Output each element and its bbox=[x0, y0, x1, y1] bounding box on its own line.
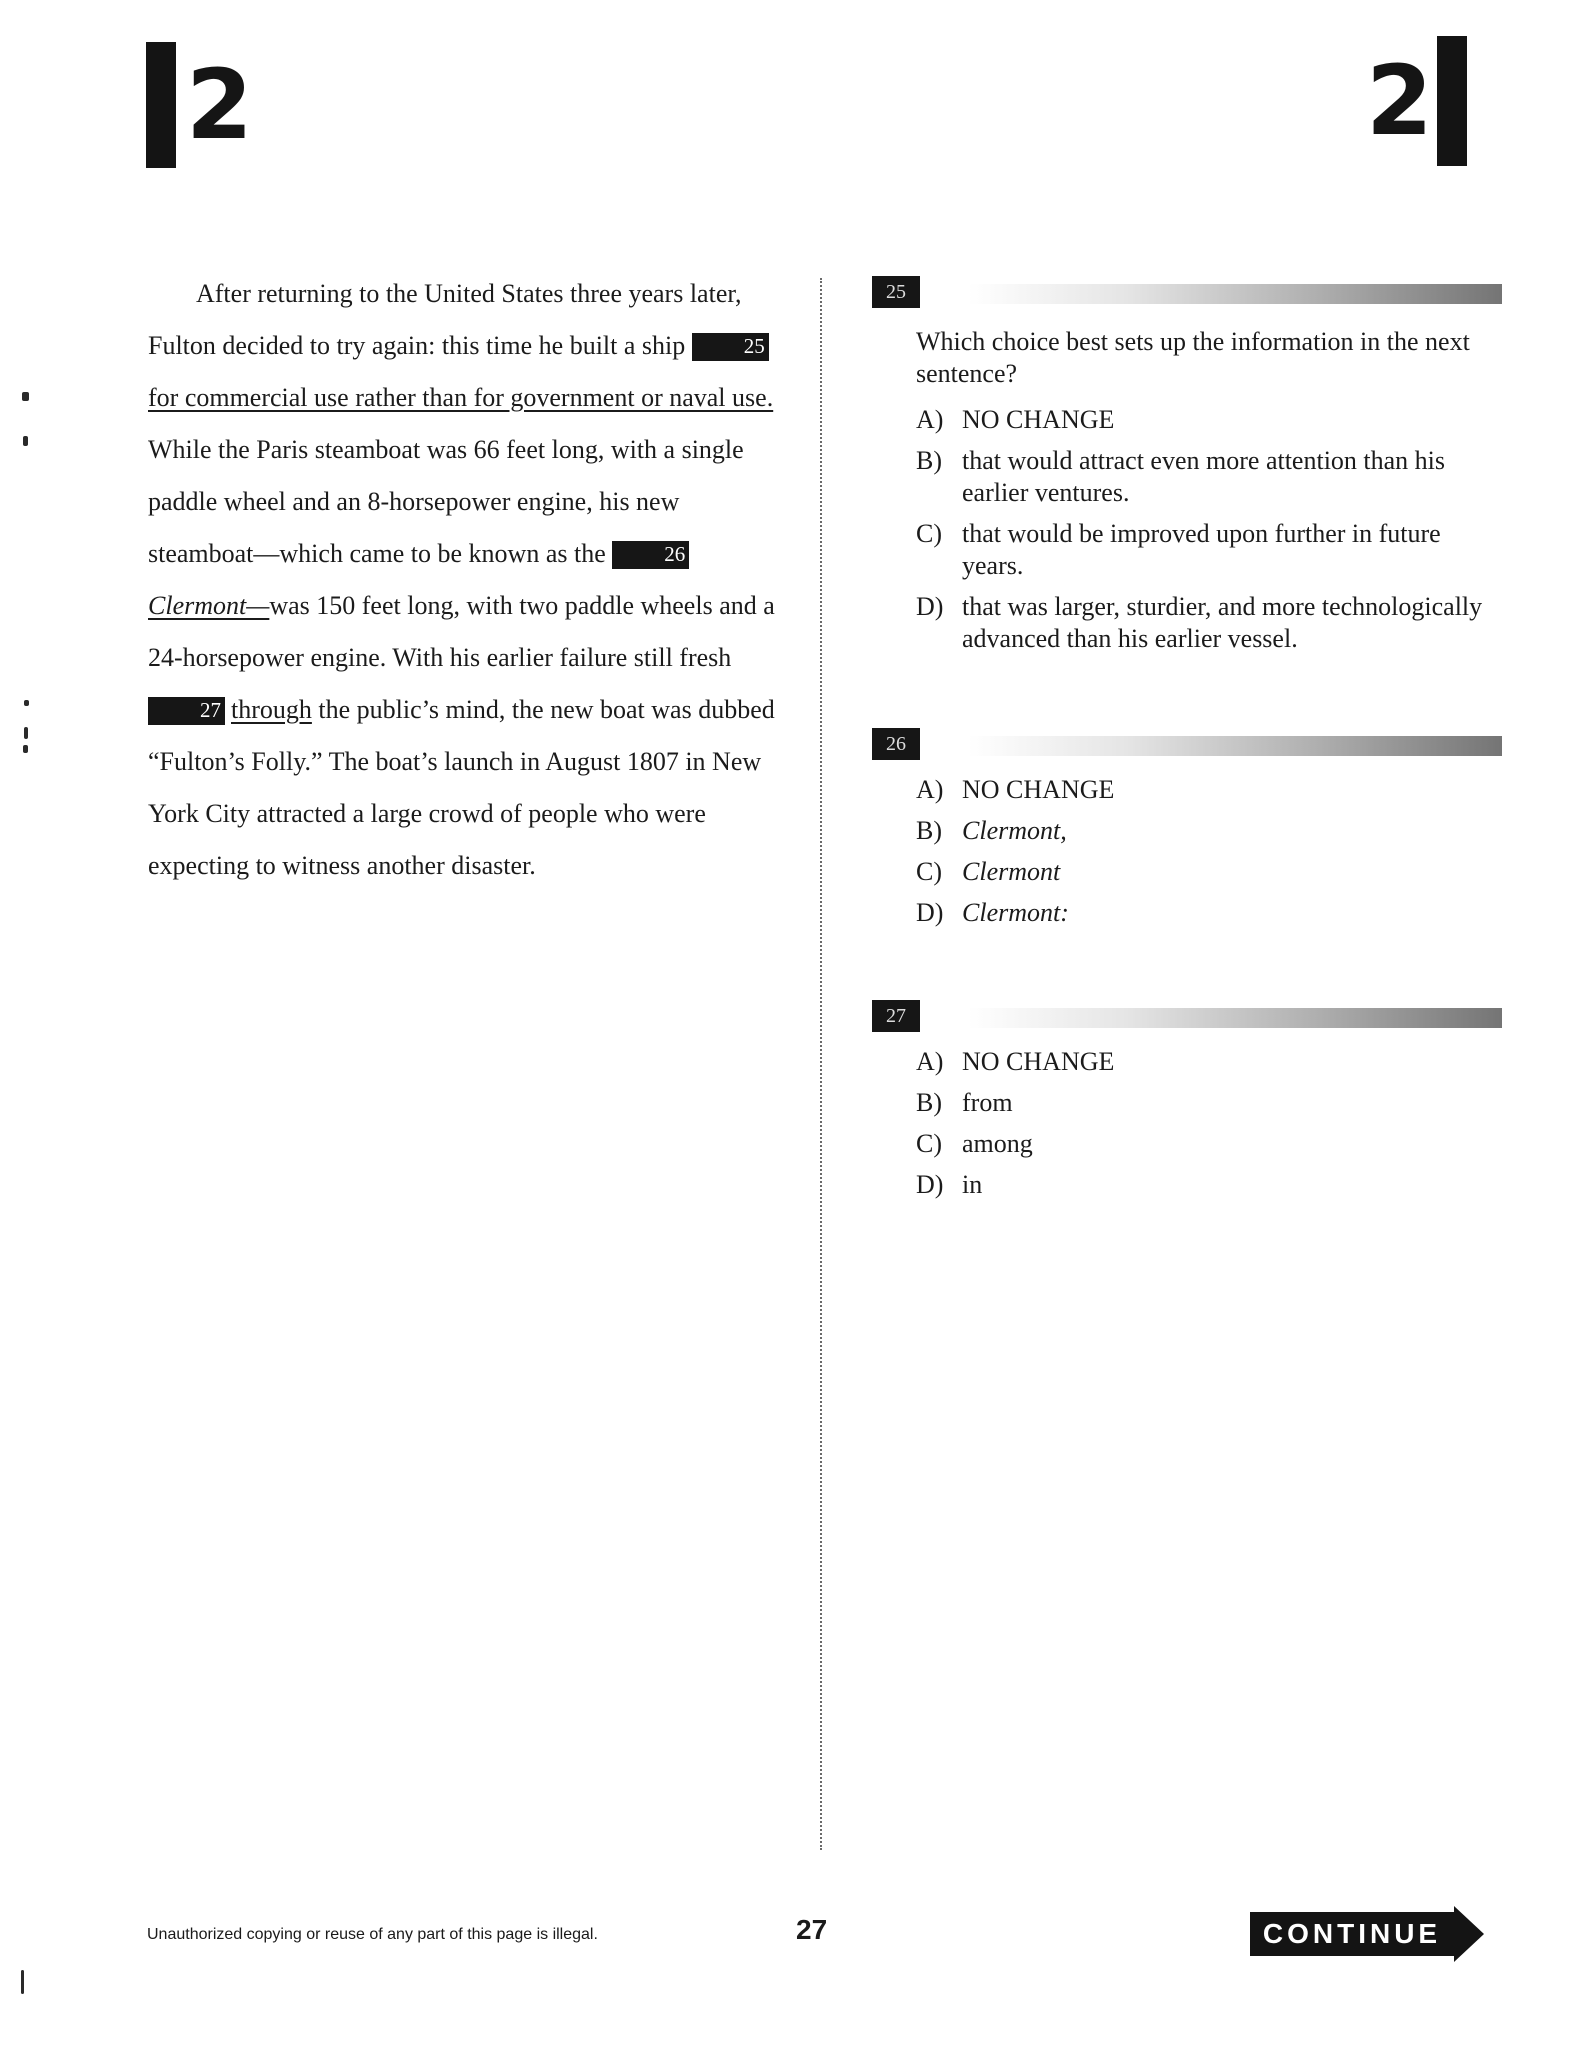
continue-label: CONTINUE bbox=[1250, 1912, 1454, 1956]
answer-option-c[interactable] bbox=[916, 1128, 1502, 1160]
answer-option-d[interactable] bbox=[916, 591, 1502, 655]
margin-mark bbox=[24, 700, 29, 706]
answer-option-c[interactable] bbox=[916, 518, 1502, 582]
option-letter: B) bbox=[916, 1088, 942, 1117]
section-bar-right bbox=[1437, 36, 1467, 166]
continue-button[interactable] bbox=[1250, 1906, 1486, 1962]
question-marker-26[interactable]: 26 bbox=[612, 541, 689, 569]
section-marker-right bbox=[1366, 36, 1467, 166]
option-text: that would attract even more attention than his earlier ventures. bbox=[962, 446, 1446, 507]
underlined-portion-26[interactable]: Clermont— bbox=[148, 591, 270, 620]
option-letter: C) bbox=[916, 519, 942, 548]
copyright-notice: Unauthorized copying or reuse of any part of this page is illegal. bbox=[147, 1926, 598, 1943]
answer-option-a[interactable] bbox=[916, 774, 1502, 806]
option-text: NO CHANGE bbox=[962, 1047, 1115, 1076]
answer-option-b[interactable] bbox=[916, 815, 1502, 847]
answer-options bbox=[916, 1046, 1502, 1201]
option-text: that was larger, sturdier, and more technologically advanced than his earlier vessel. bbox=[962, 592, 1483, 653]
question-number: 25 bbox=[872, 276, 920, 308]
option-letter: A) bbox=[916, 405, 944, 434]
passage-paragraph bbox=[148, 268, 782, 892]
section-number-right: 2 bbox=[1366, 45, 1429, 157]
margin-mark bbox=[22, 392, 29, 401]
option-text: Clermont: bbox=[962, 898, 1069, 927]
option-letter: A) bbox=[916, 775, 944, 804]
margin-mark bbox=[23, 745, 28, 753]
passage-text: the public’s mind, the new boat was dubbed “Fulton’s Folly.” The boat’s launch in August 1807 in New York City attracted a large crowd of people who were expecting to witness another disaster. bbox=[148, 695, 775, 880]
scan-strip bbox=[968, 284, 1502, 304]
option-letter: D) bbox=[916, 1170, 944, 1199]
option-text: Clermont bbox=[962, 857, 1061, 886]
option-letter: B) bbox=[916, 446, 942, 475]
option-text: from bbox=[962, 1088, 1013, 1117]
passage-text: While the Paris steamboat was 66 feet long, with a single paddle wheel and an 8-horsepower engine, his new steamboat—which came to be known as the bbox=[148, 435, 744, 568]
option-letter: D) bbox=[916, 898, 944, 927]
section-bar-left bbox=[146, 42, 176, 168]
answer-option-d[interactable] bbox=[916, 1169, 1502, 1201]
option-text: that would be improved upon further in future years. bbox=[962, 519, 1441, 580]
question-number: 26 bbox=[872, 728, 920, 760]
answer-option-a[interactable] bbox=[916, 1046, 1502, 1078]
margin-mark bbox=[21, 1970, 24, 1994]
passage-text: was 150 feet long, with two paddle wheels and a 24-horsepower engine. With his earlier failure still fresh bbox=[148, 591, 775, 672]
answer-options bbox=[916, 404, 1502, 655]
passage bbox=[148, 268, 782, 892]
option-text: NO CHANGE bbox=[962, 775, 1115, 804]
question-header bbox=[872, 728, 1502, 760]
question-prompt: Which choice best sets up the information in the next sentence? bbox=[916, 327, 1470, 388]
option-text: among bbox=[962, 1129, 1033, 1158]
answer-option-d[interactable] bbox=[916, 897, 1502, 929]
answer-option-b[interactable] bbox=[916, 1087, 1502, 1119]
page-number: 27 bbox=[796, 1914, 828, 1945]
option-text: NO CHANGE bbox=[962, 405, 1115, 434]
option-letter: A) bbox=[916, 1047, 944, 1076]
option-text: Clermont, bbox=[962, 816, 1067, 845]
answer-option-a[interactable] bbox=[916, 404, 1502, 436]
option-letter: C) bbox=[916, 1129, 942, 1158]
question-26 bbox=[872, 728, 1502, 938]
answer-options bbox=[916, 774, 1502, 929]
margin-mark bbox=[23, 436, 28, 446]
option-letter: D) bbox=[916, 592, 944, 621]
passage-text: After returning to the United States three years later, Fulton decided to try again: this time he built a ship bbox=[148, 279, 742, 360]
question-25 bbox=[872, 276, 1502, 664]
question-header bbox=[872, 276, 1502, 308]
question-marker-25[interactable]: 25 bbox=[692, 333, 769, 361]
question-marker-27[interactable]: 27 bbox=[148, 697, 225, 725]
underlined-portion-25[interactable]: for commercial use rather than for government or naval use. bbox=[148, 383, 774, 412]
option-letter: B) bbox=[916, 816, 942, 845]
section-number-left: 2 bbox=[186, 49, 253, 161]
scan-strip bbox=[968, 1008, 1502, 1028]
question-number: 27 bbox=[872, 1000, 920, 1032]
question-27 bbox=[872, 1000, 1502, 1210]
arrow-right-icon bbox=[1454, 1906, 1484, 1962]
option-letter: C) bbox=[916, 857, 942, 886]
column-divider bbox=[820, 278, 822, 1850]
scan-strip bbox=[968, 736, 1502, 756]
answer-option-b[interactable] bbox=[916, 445, 1502, 509]
section-marker-left bbox=[146, 42, 253, 168]
answer-option-c[interactable] bbox=[916, 856, 1502, 888]
question-header bbox=[872, 1000, 1502, 1032]
underlined-portion-27[interactable]: through bbox=[231, 695, 312, 724]
margin-mark bbox=[24, 727, 28, 739]
option-text: in bbox=[962, 1170, 983, 1199]
